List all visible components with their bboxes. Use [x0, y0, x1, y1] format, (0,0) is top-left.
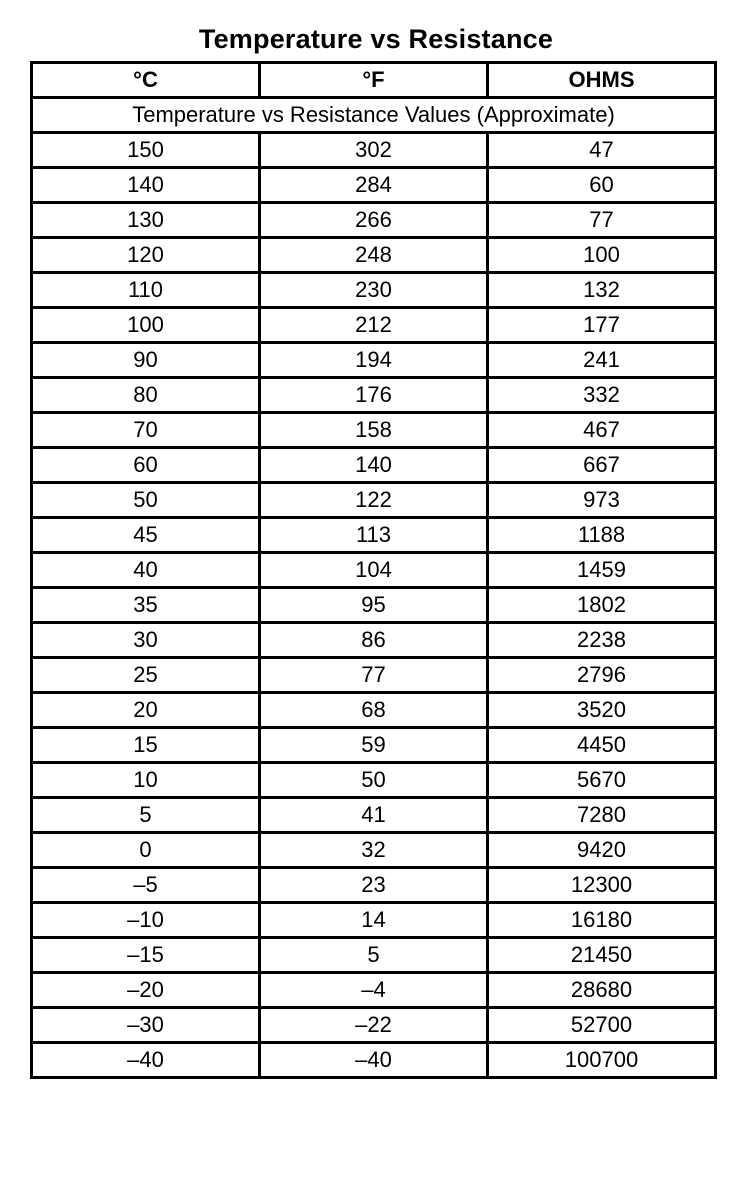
celsius-cell: 20 [32, 693, 260, 728]
fahrenheit-cell: 266 [260, 203, 488, 238]
ohms-cell: 100700 [488, 1043, 716, 1078]
ohms-cell: 1802 [488, 588, 716, 623]
fahrenheit-cell: 77 [260, 658, 488, 693]
ohms-cell: 132 [488, 273, 716, 308]
celsius-cell: –10 [32, 903, 260, 938]
celsius-cell: 90 [32, 343, 260, 378]
table-row [32, 133, 716, 168]
celsius-cell: 80 [32, 378, 260, 413]
table-row [32, 798, 716, 833]
fahrenheit-cell: 158 [260, 413, 488, 448]
fahrenheit-cell: 86 [260, 623, 488, 658]
fahrenheit-cell: 194 [260, 343, 488, 378]
table-row [32, 728, 716, 763]
ohms-cell: 12300 [488, 868, 716, 903]
ohms-cell: 1188 [488, 518, 716, 553]
table-row [32, 623, 716, 658]
fahrenheit-cell: 230 [260, 273, 488, 308]
celsius-cell: 35 [32, 588, 260, 623]
table-row [32, 378, 716, 413]
page-title: Temperature vs Resistance [198, 24, 554, 54]
table-body [32, 133, 716, 1078]
table-row [32, 833, 716, 868]
table-row [32, 448, 716, 483]
ohms-cell: 667 [488, 448, 716, 483]
header-fahrenheit: °F [260, 63, 488, 98]
celsius-cell: 10 [32, 763, 260, 798]
celsius-cell: 25 [32, 658, 260, 693]
ohms-cell: 47 [488, 133, 716, 168]
table-subtitle: Temperature vs Resistance Values (Approximate) [32, 98, 716, 133]
celsius-cell: 50 [32, 483, 260, 518]
table-row [32, 518, 716, 553]
table-row [32, 693, 716, 728]
ohms-cell: 28680 [488, 973, 716, 1008]
header-celsius: °C [32, 63, 260, 98]
ohms-cell: 467 [488, 413, 716, 448]
fahrenheit-cell: 212 [260, 308, 488, 343]
celsius-cell: –15 [32, 938, 260, 973]
celsius-cell: 60 [32, 448, 260, 483]
fahrenheit-cell: 14 [260, 903, 488, 938]
fahrenheit-cell: –22 [260, 1008, 488, 1043]
ohms-cell: 332 [488, 378, 716, 413]
table-row [32, 903, 716, 938]
fahrenheit-cell: 113 [260, 518, 488, 553]
fahrenheit-cell: 140 [260, 448, 488, 483]
fahrenheit-cell: 248 [260, 238, 488, 273]
table-row [32, 868, 716, 903]
celsius-cell: –5 [32, 868, 260, 903]
celsius-cell: 30 [32, 623, 260, 658]
fahrenheit-cell: 122 [260, 483, 488, 518]
fahrenheit-cell: 5 [260, 938, 488, 973]
table-row [32, 308, 716, 343]
ohms-cell: 1459 [488, 553, 716, 588]
temperature-resistance-table-container [30, 61, 714, 1079]
fahrenheit-cell: 23 [260, 868, 488, 903]
fahrenheit-cell: –4 [260, 973, 488, 1008]
fahrenheit-cell: 68 [260, 693, 488, 728]
header-ohms: OHMS [488, 63, 716, 98]
table-row [32, 658, 716, 693]
celsius-cell: –40 [32, 1043, 260, 1078]
celsius-cell: 140 [32, 168, 260, 203]
celsius-cell: 45 [32, 518, 260, 553]
table-row [32, 763, 716, 798]
ohms-cell: 973 [488, 483, 716, 518]
table-row [32, 343, 716, 378]
ohms-cell: 60 [488, 168, 716, 203]
ohms-cell: 241 [488, 343, 716, 378]
subtitle-row [32, 98, 716, 133]
table-row [32, 1008, 716, 1043]
celsius-cell: 40 [32, 553, 260, 588]
ohms-cell: 52700 [488, 1008, 716, 1043]
celsius-cell: 110 [32, 273, 260, 308]
table-row [32, 203, 716, 238]
celsius-cell: 70 [32, 413, 260, 448]
celsius-cell: 15 [32, 728, 260, 763]
celsius-cell: 0 [32, 833, 260, 868]
table-row [32, 483, 716, 518]
fahrenheit-cell: 59 [260, 728, 488, 763]
ohms-cell: 2796 [488, 658, 716, 693]
ohms-cell: 4450 [488, 728, 716, 763]
ohms-cell: 9420 [488, 833, 716, 868]
fahrenheit-cell: 32 [260, 833, 488, 868]
fahrenheit-cell: 104 [260, 553, 488, 588]
celsius-cell: 130 [32, 203, 260, 238]
table-row [32, 553, 716, 588]
ohms-cell: 7280 [488, 798, 716, 833]
fahrenheit-cell: –40 [260, 1043, 488, 1078]
table-row [32, 1043, 716, 1078]
fahrenheit-cell: 284 [260, 168, 488, 203]
celsius-cell: 100 [32, 308, 260, 343]
ohms-cell: 177 [488, 308, 716, 343]
ohms-cell: 77 [488, 203, 716, 238]
table-row [32, 273, 716, 308]
table-row [32, 938, 716, 973]
table-row [32, 413, 716, 448]
fahrenheit-cell: 50 [260, 763, 488, 798]
ohms-cell: 5670 [488, 763, 716, 798]
fahrenheit-cell: 302 [260, 133, 488, 168]
celsius-cell: 5 [32, 798, 260, 833]
ohms-cell: 100 [488, 238, 716, 273]
ohms-cell: 2238 [488, 623, 716, 658]
celsius-cell: –20 [32, 973, 260, 1008]
table-row [32, 168, 716, 203]
table-row [32, 238, 716, 273]
celsius-cell: 150 [32, 133, 260, 168]
celsius-cell: 120 [32, 238, 260, 273]
celsius-cell: –30 [32, 1008, 260, 1043]
temperature-resistance-table [30, 61, 717, 1079]
header-row [32, 63, 716, 98]
ohms-cell: 16180 [488, 903, 716, 938]
table-row [32, 973, 716, 1008]
ohms-cell: 21450 [488, 938, 716, 973]
table-row [32, 588, 716, 623]
fahrenheit-cell: 95 [260, 588, 488, 623]
fahrenheit-cell: 176 [260, 378, 488, 413]
fahrenheit-cell: 41 [260, 798, 488, 833]
ohms-cell: 3520 [488, 693, 716, 728]
